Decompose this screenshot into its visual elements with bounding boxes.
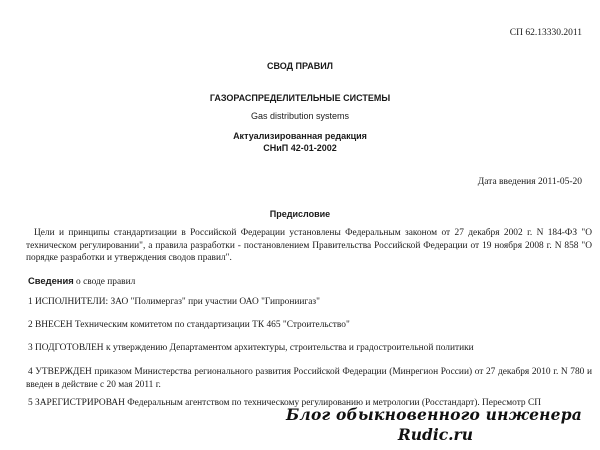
item-label: 2 ВНЕСЕН (28, 320, 73, 330)
item-label: 5 ЗАРЕГИСТРИРОВАН (28, 398, 125, 408)
document-title-en: Gas distribution systems (250, 111, 350, 121)
list-item (28, 297, 320, 307)
info-line (28, 275, 135, 287)
list-item (28, 320, 350, 330)
item-text: : ЗАО "Полимергаз" при участии ОАО "Гипрониигаз" (105, 297, 320, 307)
watermark-line-2: Rudic.ru (397, 425, 473, 444)
preface-paragraph: Цели и принципы стандартизации в Российской Федерации установлены Федеральным законом от 27 декабря 2002 г. N 184-ФЗ "О техническом регулировании", а правила разработки - постановлением Правительства Российской Федерации от 19 ноября 2008 г. N 858 "О порядке разработки и утверждения сводов правил". (26, 228, 592, 263)
document-snip: СНиП 42-01-2002 (263, 143, 337, 153)
item-label: 3 ПОДГОТОВЛЕН (28, 343, 104, 353)
document-title-ru: ГАЗОРАСПРЕДЕЛИТЕЛЬНЫЕ СИСТЕМЫ (209, 93, 391, 103)
document-code: СП 62.13330.2011 (509, 28, 582, 38)
date-of-introduction: Дата введения 2011-05-20 (477, 177, 582, 187)
item-text: приказом Министерства регионального развития Российской Федерации (Минрегион России) от 27 декабря 2010 г. N 780 и введен в действие с 20 мая 2011 г. (26, 367, 592, 390)
info-label: Сведения (28, 275, 74, 286)
item-text: Федеральным агентством по техническому регулированию и метрологии (Росстандарт). Пересмотр СП (124, 398, 541, 408)
info-rest: о своде правил (73, 277, 136, 287)
preface-heading: Предисловие (269, 209, 331, 219)
document-edition: Актуализированная редакция (233, 131, 367, 141)
item-label: 4 УТВЕРЖДЕН (28, 367, 92, 377)
watermark-line-1: Блог обыкновенного инженера (285, 405, 582, 424)
document-type-title: СВОД ПРАВИЛ (266, 61, 334, 71)
list-item (26, 366, 592, 391)
list-item (28, 343, 474, 353)
item-text: Техническим комитетом по стандартизации ТК 465 "Строительство" (72, 320, 350, 330)
item-text: к утверждению Департаментом архитектуры, строительства и градостроительной политики (103, 343, 474, 353)
item-label: 1 ИСПОЛНИТЕЛИ (28, 297, 106, 307)
